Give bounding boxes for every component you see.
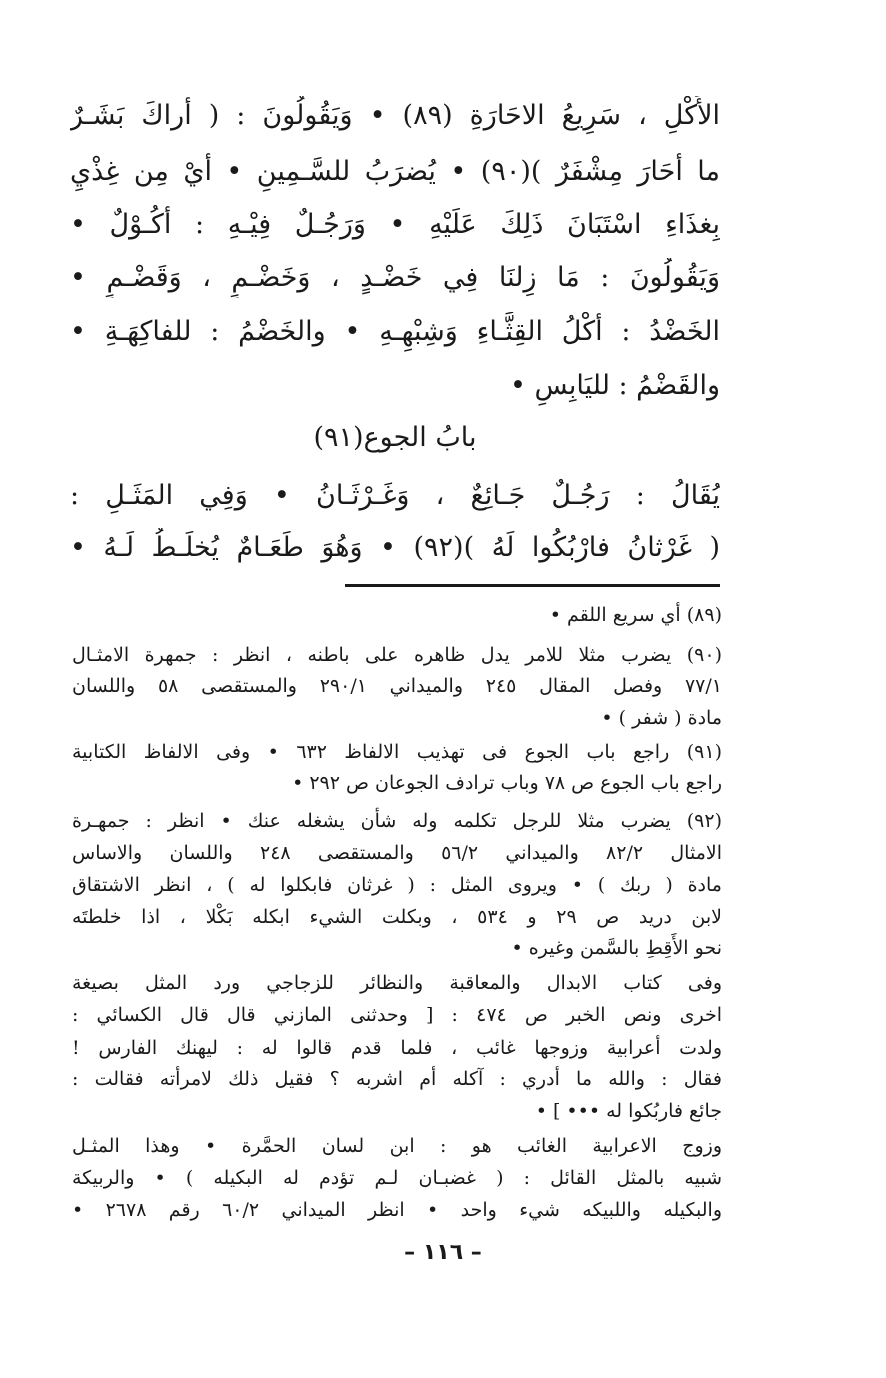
footnote-line: نحو الأَقِطِ بالسَّمن وغيره • bbox=[511, 937, 722, 959]
footnote-line: راجع باب الجوع ص ٧٨ وباب ترادف الجوعان ص ٢٩٢ • bbox=[292, 772, 722, 794]
footnote-line: جائع فاربُكوا له ••• ] • bbox=[535, 1100, 722, 1122]
main-text-line: ما أَحَارَ مِشْفَرٌ )(٩٠) • يُضرَبُ للسَّـمِينِ • أَيْ مِن غِذْيِ bbox=[70, 156, 720, 187]
footnote-line: مادة ( شفر ) • bbox=[601, 707, 722, 729]
footnote-line: (٨٩) أي سريع اللقم • bbox=[549, 604, 722, 626]
footnote-separator bbox=[345, 584, 720, 587]
footnote-line: وفى كتاب الابدال والمعاقبة والنظائر للزجاجي ورد المثل بصيغة bbox=[72, 972, 722, 994]
footnote-line: الامثال ٨٢/٢ والميداني ٥٦/٢ والمستقصى ٢٤٨ واللسان والاساس bbox=[72, 842, 722, 864]
footnote-line: فقال : والله ما أدري : آكله أم اشربه ؟ فقيل ذلك لامرأته فقالت : bbox=[72, 1068, 722, 1090]
footnote-line: (٩٠) يضرب مثلا للامر يدل ظاهره على باطنه ، انظر : جمهرة الامثـال bbox=[72, 644, 722, 666]
main-text-line: ( غَرْثانُ فارْبُكُوا لَهُ )(٩٢) • وَهُوَ طَعَـامٌ يُخلَـطُ لَـهُ • bbox=[70, 532, 720, 563]
footnote-line: مادة ( ربك ) • ويروى المثل : ( غرثان فابكلوا له ) ، انظر الاشتقاق bbox=[72, 874, 722, 896]
footnote-line: اخرى ونص الخبر ص ٤٧٤ : [ وحدثنى المازني قال قال الكسائي : bbox=[72, 1004, 722, 1026]
main-text-line: يُقَالُ : رَجُـلٌ جَـائِعٌ ، وَغَـرْثَـانُ • وَفِي المَثَـلِ : bbox=[70, 480, 720, 511]
footnote-line: (٩٢) يضرب مثلا للرجل تكلمه وله شأن يشغله عنك • انظر : جمهـرة bbox=[72, 810, 722, 832]
footnote-line: ٧٧/١ وفصل المقال ٢٤٥ والميداني ٢٩٠/١ والمستقصى ٥٨ واللسان bbox=[72, 675, 722, 697]
main-text-line: الأَكْلِ ، سَرِيعُ الاحَارَةِ (٨٩) • وَيَقُولُونَ : ( أَراكَ بَشَـرٌ bbox=[70, 100, 720, 131]
main-text-line: والقَضْمُ : لليَابِسِ • bbox=[509, 370, 720, 401]
footnote-line: ولدت أعرابية وزوجها غائب ، فلما قدم قالوا له : ليهنك الفارس ! bbox=[72, 1037, 722, 1059]
page-number: – ١١٦ – bbox=[404, 1240, 482, 1265]
footnote-line: (٩١) راجع باب الجوع فى تهذيب الالفاظ ٦٣٢ • وفى الالفاظ الكتابية bbox=[72, 741, 722, 763]
footnote-line: لابن دريد ص ٢٩ و ٥٣٤ ، وبكلت الشيء ابكله بَكْلا ، اذا خلطتَه bbox=[72, 906, 722, 928]
main-text-line: بِغذَاءِ اسْتَبَانَ ذَلِكَ عَلَيْهِ • وَرَجُـلٌ فِيْـهِ : أَكُـوْلٌ • bbox=[70, 209, 720, 240]
footnote-line: شبيه بالمثل القائل : ( غضبـان لـم تؤدم له البكيله ) • والربيكة bbox=[72, 1167, 722, 1189]
footnote-line: والبكيله واللبيكه شيء واحد • انظر الميداني ٦٠/٢ رقم ٢٦٧٨ • bbox=[72, 1199, 722, 1221]
main-text-line: وَيَقُولُونَ : مَا زِلنَا فِي خَضْـدٍ ، وَخَضْـمٍ ، وَقَضْـمٍ • bbox=[70, 262, 720, 293]
section-heading: بابُ الجوع(٩١) bbox=[313, 422, 477, 453]
main-text-line: الخَضْدُ : أَكْلُ القِثَّـاءِ وَشِبْهِـهِ • والخَضْمُ : للفاكِهَـةِ • bbox=[70, 316, 720, 347]
footnote-line: وزوج الاعرابية الغائب هو : ابن لسان الحمَّرة • وهذا المثـل bbox=[72, 1135, 722, 1157]
